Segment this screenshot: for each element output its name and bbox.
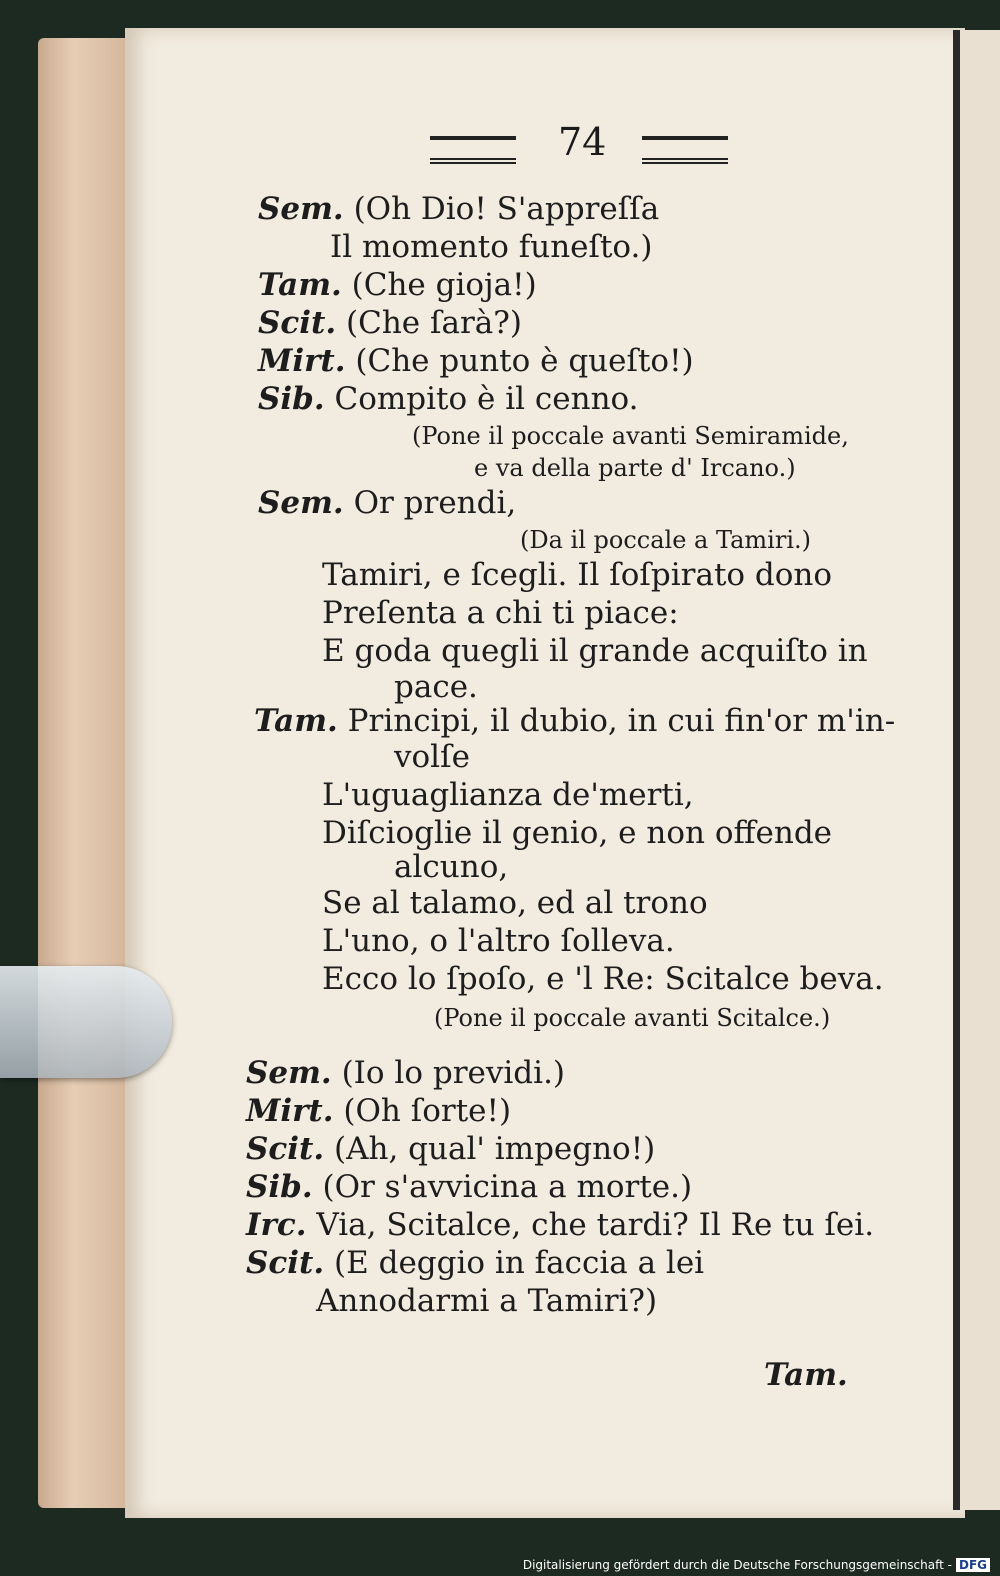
text-line: Sem. (Oh Dio! S'appreſſa	[258, 191, 660, 227]
ornament-left-icon	[430, 136, 516, 164]
catchword: Tam.	[764, 1357, 848, 1393]
text-line: L'uguaglianza de'merti,	[322, 777, 694, 813]
page-clip	[0, 966, 172, 1078]
text-line: Preſenta a chi ti piace:	[322, 595, 679, 631]
text-line: Sib. Compito è il cenno.	[258, 381, 639, 417]
text-line: Scit. (Che ſarà?)	[258, 305, 522, 341]
text-line: L'uno, o l'altro ſolleva.	[322, 923, 675, 959]
page-number: 74	[558, 120, 607, 164]
text-line: alcuno,	[394, 849, 509, 885]
text-line: Sem. (Io lo previdi.)	[246, 1055, 566, 1091]
stage-direction: (Pone il poccale avanti Scitalce.)	[434, 1004, 831, 1032]
stage-direction: (Pone il poccale avanti Semiramide,	[412, 422, 849, 450]
text-line: Ecco lo ſpoſo, e 'l Re: Scitalce beva.	[322, 961, 884, 997]
page-edge	[38, 38, 138, 1508]
stage-direction: (Da il poccale a Tamiri.)	[520, 526, 811, 554]
text-line: Annodarmi a Tamiri?)	[316, 1283, 658, 1319]
text-line: Se al talamo, ed al trono	[322, 885, 708, 921]
page-header	[430, 120, 730, 166]
text-line: Mirt. (Che punto è queſto!)	[258, 343, 694, 379]
text-line: Tamiri, e ſcegli. Il ſoſpirato dono	[322, 557, 833, 593]
text-line: E goda quegli il grande acquiſto in	[322, 633, 868, 669]
text-line: Irc. Via, Scitalce, che tardi? Il Re tu ſei.	[246, 1207, 875, 1243]
stage-direction: e va della parte d' Ircano.)	[474, 454, 796, 482]
footer	[523, 1558, 990, 1572]
dfg-logo: DFG	[956, 1558, 990, 1572]
text-line: Tam. (Che gioja!)	[258, 267, 537, 303]
text-line: Scit. (Ah, qual' impegno!)	[246, 1131, 656, 1167]
text-line: Sem. Or prendi,	[258, 485, 517, 521]
text-line: Mirt. (Oh ſorte!)	[246, 1093, 512, 1129]
ornament-right-icon	[642, 136, 728, 164]
text-line: Scit. (E deggio in faccia a lei	[246, 1245, 705, 1281]
footer-text: Digitalisierung gefördert durch die Deutsche Forschungsgemeinschaft -	[522, 1558, 952, 1572]
text-line: Diſcioglie il genio, e non offende	[322, 815, 833, 851]
next-page-edge	[960, 30, 1000, 1510]
text-line: Tam. Principi, il dubio, in cui fin'or m'in-	[254, 703, 896, 739]
text-line: Sib. (Or s'avvicina a morte.)	[246, 1169, 693, 1205]
text-line: volſe	[394, 739, 470, 775]
text-line: pace.	[394, 669, 478, 705]
text-line: Il momento funeſto.)	[330, 229, 653, 265]
